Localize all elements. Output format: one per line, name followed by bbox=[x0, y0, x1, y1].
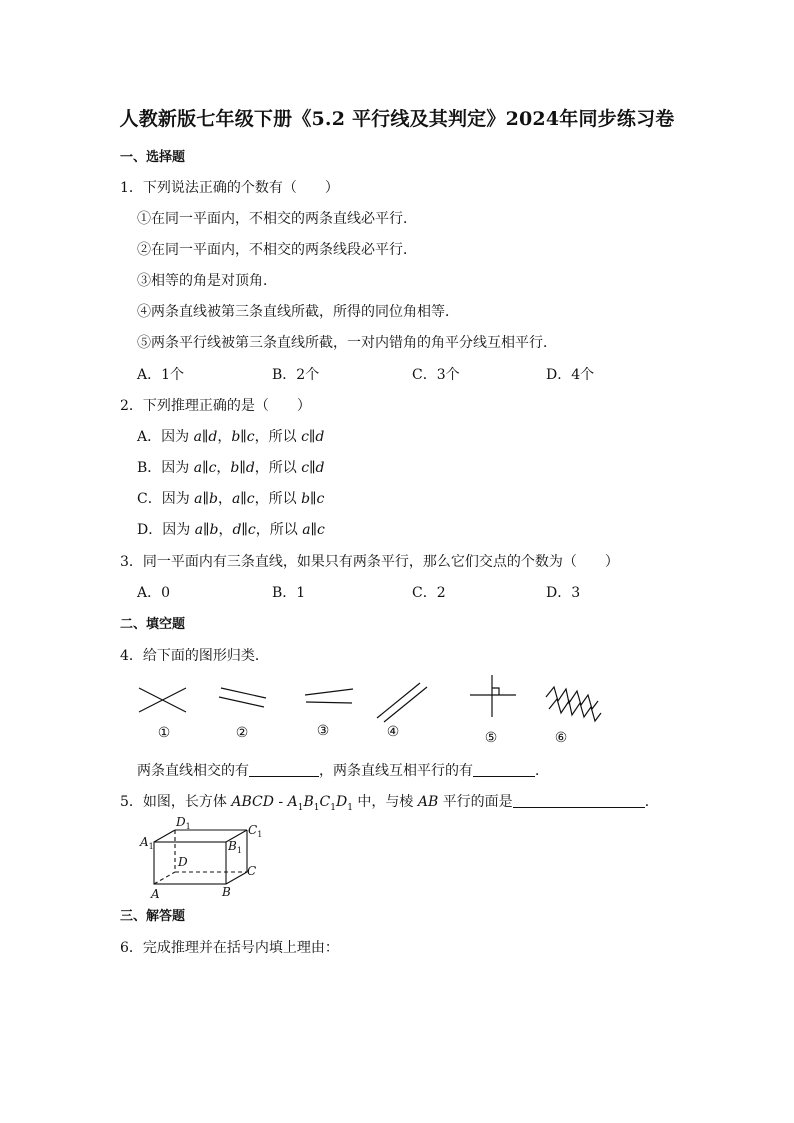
q3-option-b: B．1 bbox=[272, 585, 306, 601]
vertex-label-a: A bbox=[151, 887, 160, 900]
q1-statement-1: ①在同一平面内，不相交的两条直线必平行． bbox=[137, 211, 417, 227]
figure-2-parallel-lines bbox=[219, 688, 266, 707]
figure-label-1: ① bbox=[157, 725, 171, 741]
figure-4-parallel-diagonals bbox=[377, 683, 427, 722]
figure-label-4: ④ bbox=[386, 724, 400, 740]
figure-label-5: ⑤ bbox=[484, 730, 498, 746]
figure-5-perpendicular-lines bbox=[470, 675, 516, 717]
q2-option-a: A．因为 a∥d，b∥c，所以 c∥d bbox=[137, 429, 325, 445]
figure-label-2: ② bbox=[235, 725, 249, 741]
question-1-stem: 1．下列说法正确的个数有（ ） bbox=[120, 180, 339, 196]
q1-statement-3: ③相等的角是对顶角． bbox=[137, 273, 277, 289]
vertex-label-b1: $B_1$ bbox=[228, 839, 242, 855]
q5-answer-blank[interactable] bbox=[513, 793, 645, 808]
vertex-label-c: C bbox=[247, 864, 257, 878]
q1-option-b: B．2个 bbox=[272, 367, 320, 383]
q4-blank-intersecting[interactable] bbox=[249, 762, 319, 777]
vertex-label-b: B bbox=[222, 885, 231, 899]
q1-statement-2: ②在同一平面内，不相交的两条线段必平行． bbox=[137, 242, 417, 258]
q4-figures bbox=[120, 675, 620, 755]
q1-statement-4: ④两条直线被第三条直线所截，所得的同位角相等． bbox=[137, 304, 459, 320]
question-6-stem: 6．完成推理并在括号内填上理由： bbox=[120, 940, 339, 956]
q3-option-c: C．2 bbox=[412, 585, 446, 601]
question-2-stem: 2．下列推理正确的是（ ） bbox=[120, 398, 311, 414]
figure-label-3: ③ bbox=[316, 723, 330, 739]
question-3-stem: 3．同一平面内有三条直线，如果只有两条平行，那么它们交点的个数为（ ） bbox=[120, 554, 619, 570]
vertex-label-c1: $C_1$ bbox=[248, 823, 263, 839]
figure-3-converging-lines bbox=[305, 689, 353, 703]
q4-blank-parallel[interactable] bbox=[473, 762, 535, 777]
q2-option-d: D．因为 a∥b，d∥c，所以 a∥c bbox=[137, 522, 325, 538]
q5-cuboid-figure bbox=[130, 812, 280, 900]
q4-answer-line: 两条直线相交的有 ，两条直线互相平行的有 ． bbox=[137, 763, 549, 779]
q3-option-d: D．3 bbox=[546, 585, 581, 601]
q3-option-a: A．0 bbox=[137, 585, 171, 601]
q2-option-c: C．因为 a∥b，a∥c，所以 b∥c bbox=[137, 491, 325, 507]
q1-option-a: A．1个 bbox=[137, 367, 185, 383]
page-title: 人教新版七年级下册《5.2 平行线及其判定》2024年同步练习卷 bbox=[119, 108, 675, 130]
vertex-label-d: D bbox=[178, 855, 188, 869]
question-4-stem: 4．给下面的图形归类． bbox=[120, 648, 269, 664]
section-heading-choice: 一、选择题 bbox=[120, 150, 186, 165]
figure-6-zigzag-lines bbox=[546, 687, 601, 721]
q2-option-b: B．因为 a∥c，b∥d，所以 c∥d bbox=[137, 460, 325, 476]
vertex-label-a1: $A_1$ bbox=[140, 835, 154, 851]
figure-label-6: ⑥ bbox=[554, 730, 568, 746]
section-heading-solve: 三、解答题 bbox=[120, 909, 186, 924]
section-heading-fill: 二、填空题 bbox=[120, 617, 186, 632]
q1-option-d: D．4个 bbox=[546, 367, 595, 383]
q1-statement-5: ⑤两条平行线被第三条直线所截，一对内错角的角平分线互相平行． bbox=[137, 335, 557, 351]
q1-option-c: C．3个 bbox=[412, 367, 460, 383]
figure-1-intersecting-lines bbox=[139, 688, 186, 712]
question-5-stem: 5．如图，长方体 ABCD - $A_1B_1C_1D_1$ 中，与棱 AB 平行的面是 ． bbox=[120, 794, 659, 813]
vertex-label-d1: $D_1$ bbox=[176, 815, 191, 831]
